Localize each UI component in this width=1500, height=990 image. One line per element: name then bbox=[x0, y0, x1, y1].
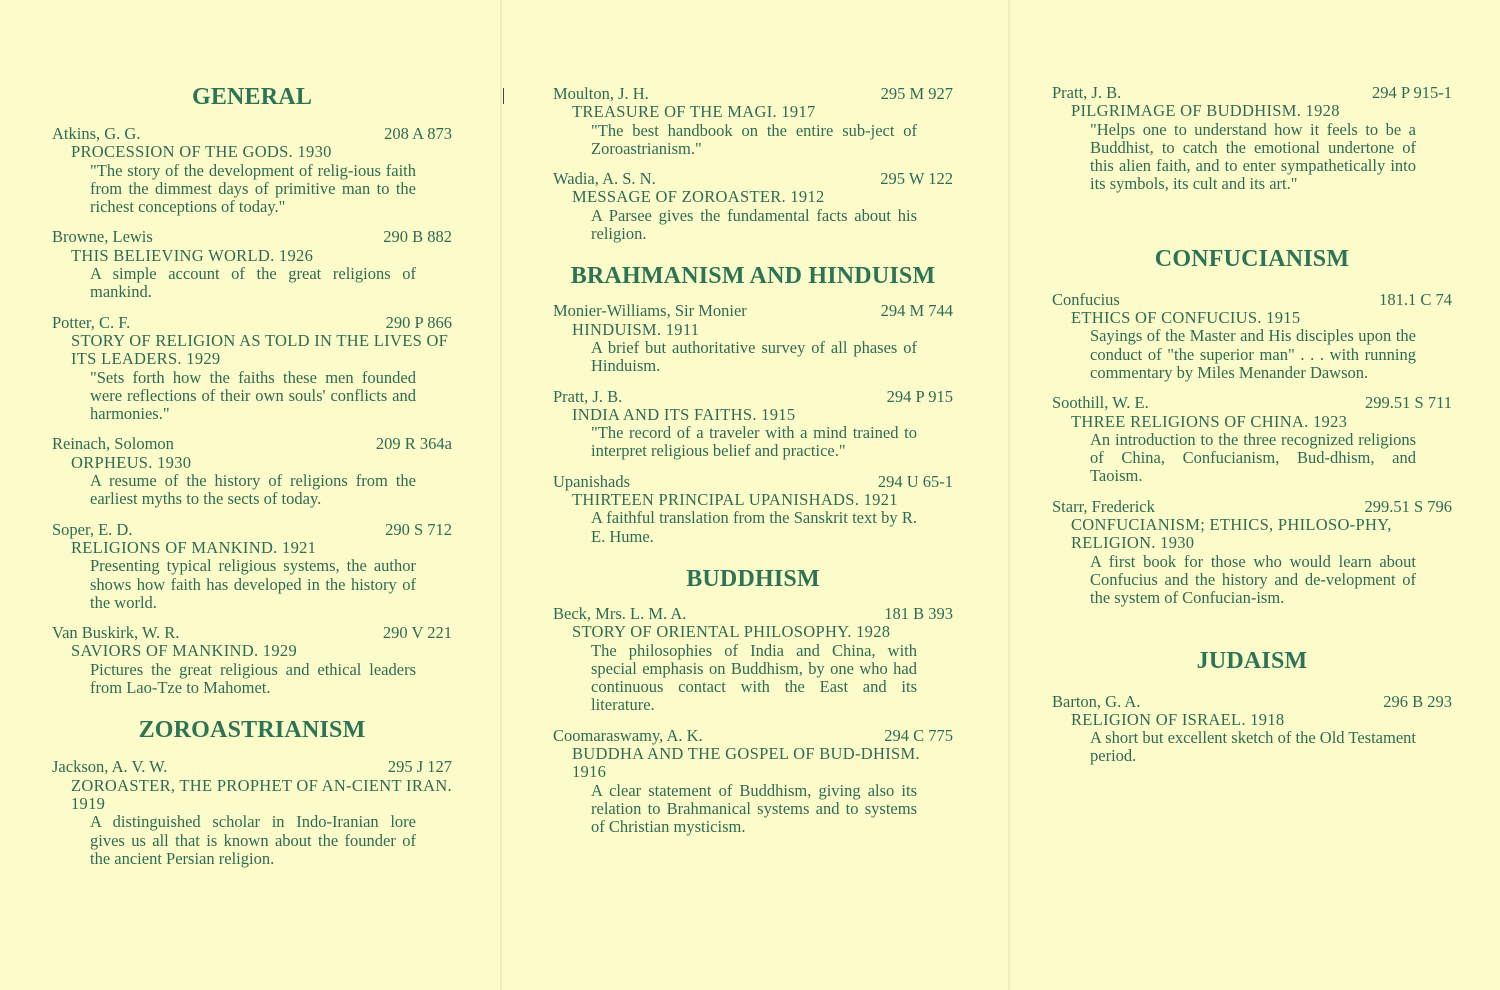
entry-call-number: 181.1 C 74 bbox=[1379, 289, 1452, 309]
entry-author: Pratt, J. B. bbox=[1052, 83, 1122, 102]
entry-author: Beck, Mrs. L. M. A. bbox=[553, 603, 687, 623]
entry-barton bbox=[1052, 693, 1452, 766]
entry-call-number: 290 V 221 bbox=[382, 623, 452, 643]
entry-call-number: 294 M 744 bbox=[880, 301, 953, 321]
entry-title: BUDDHA AND THE GOSPEL OF BUD-DHISM. 1916 bbox=[572, 744, 920, 782]
section-heading-judaism: JUDAISM bbox=[1196, 647, 1308, 674]
entry-pratt-india bbox=[553, 388, 953, 461]
entry-jackson bbox=[52, 758, 452, 868]
entry-description: A clear statement of Buddhism, giving also its relation to Brahmanical systems and to systems of Christian mysticism. bbox=[591, 780, 917, 837]
entry-call-number: 296 B 293 bbox=[1383, 691, 1452, 711]
entry-description: "Sets forth how the faiths these men founded were reflections of their own souls' conflicts and harmonies." bbox=[90, 367, 416, 424]
entry-title: STORY OF RELIGION AS TOLD IN THE LIVES OF ITS LEADERS. 1929 bbox=[71, 330, 449, 369]
entry-description: A brief but authoritative survey of all phases of Hinduism. bbox=[591, 337, 917, 376]
section-heading-general: GENERAL bbox=[191, 84, 313, 110]
entry-description: A short but excellent sketch of the Old Testament period. bbox=[1090, 728, 1416, 766]
entry-soper bbox=[52, 521, 452, 612]
entry-author: Wadia, A. S. N. bbox=[553, 169, 656, 189]
entry-title: SAVIORS OF MANKIND. 1929 bbox=[71, 641, 298, 661]
entry-call-number: 294 C 775 bbox=[884, 725, 953, 745]
entry-description: A simple account of the great religions of mankind. bbox=[90, 264, 416, 302]
entry-author: Barton, G. A. bbox=[1052, 691, 1141, 711]
column-1 bbox=[52, 84, 452, 868]
entry-potter bbox=[52, 314, 452, 424]
entry-browne bbox=[52, 228, 452, 301]
entry-author: Potter, C. F. bbox=[52, 312, 131, 332]
entry-reinach bbox=[52, 435, 452, 508]
entry-call-number: 290 S 712 bbox=[385, 519, 452, 539]
entry-description: A distinguished scholar in Indo-Iranian lore gives us all that is known about the founder of the ancient Persian religion. bbox=[90, 812, 416, 868]
entry-description: "The best handbook on the entire sub-ject of Zoroastrianism." bbox=[591, 120, 917, 158]
entry-description: "Helps one to understand how it feels to be a Buddhist, to catch the emotional undertone of this alien faith, and to enter sympathetically into its symbols, its cult and its art." bbox=[1090, 119, 1416, 194]
entry-title: THREE RELIGIONS OF CHINA. 1923 bbox=[1071, 411, 1348, 431]
entry-starr bbox=[1052, 498, 1452, 608]
entry-call-number: 290 P 866 bbox=[385, 312, 452, 332]
section-heading-zoroastrianism: ZOROASTRIANISM bbox=[138, 717, 366, 744]
entry-author: Upanishads bbox=[553, 471, 630, 491]
entry-author: Atkins, G. G. bbox=[52, 124, 141, 143]
entry-title: RELIGION OF ISRAEL. 1918 bbox=[1071, 709, 1285, 729]
entry-coomaraswamy bbox=[553, 727, 953, 837]
entry-call-number: 294 P 915 bbox=[886, 386, 953, 406]
entry-description: "The story of the development of relig-ious faith from the dimmest days of primitive man to the richest conceptions of today." bbox=[90, 160, 416, 217]
section-heading-brahmanism-hinduism: BRAHMANISM AND HINDUISM bbox=[570, 263, 936, 290]
column-2 bbox=[553, 85, 953, 837]
entry-author: Soper, E. D. bbox=[52, 519, 133, 539]
entry-description: Sayings of the Master and His disciples upon the conduct of "the superior man" . . . with running commentary by Miles Menander Dawson. bbox=[1090, 326, 1416, 382]
entry-description: "The record of a traveler with a mind trained to interpret religious belief and practice." bbox=[591, 423, 917, 461]
fold-line-right bbox=[1008, 0, 1010, 990]
entry-author: Coomaraswamy, A. K. bbox=[553, 725, 703, 745]
entry-monier-williams bbox=[553, 302, 953, 375]
entry-author: Jackson, A. V. W. bbox=[52, 757, 168, 777]
entry-call-number: 294 P 915-1 bbox=[1371, 83, 1452, 102]
entry-call-number: 295 M 927 bbox=[880, 84, 953, 103]
entry-call-number: 294 U 65-1 bbox=[877, 471, 953, 491]
entry-call-number: 209 R 364a bbox=[375, 434, 452, 454]
entry-author: Browne, Lewis bbox=[52, 227, 153, 247]
entry-title: TREASURE OF THE MAGI. 1917 bbox=[572, 102, 816, 122]
fold-mark bbox=[503, 88, 504, 104]
entry-title: THIRTEEN PRINCIPAL UPANISHADS. 1921 bbox=[572, 490, 898, 510]
entry-author: Monier-Williams, Sir Monier bbox=[553, 301, 747, 321]
entry-atkins bbox=[52, 125, 452, 216]
entry-call-number: 290 B 882 bbox=[383, 227, 452, 247]
entry-description: Presenting typical religious systems, the author shows how faith has developed in the history of the world. bbox=[90, 556, 416, 612]
entry-call-number: 295 J 127 bbox=[387, 757, 452, 777]
entry-title: STORY OF ORIENTAL PHILOSOPHY. 1928 bbox=[572, 622, 891, 642]
entry-author: Van Buskirk, W. R. bbox=[52, 623, 180, 643]
entry-title: THIS BELIEVING WORLD. 1926 bbox=[71, 245, 314, 265]
section-heading-buddhism: BUDDHISM bbox=[686, 565, 820, 592]
entry-call-number: 181 B 393 bbox=[884, 603, 953, 623]
entry-title: MESSAGE OF ZOROASTER. 1912 bbox=[572, 187, 825, 207]
section-heading-confucianism: CONFUCIANISM bbox=[1154, 245, 1350, 272]
entry-author: Confucius bbox=[1052, 289, 1120, 309]
entry-title: ORPHEUS. 1930 bbox=[71, 452, 192, 472]
entry-description: A first book for those who would learn about Confucius and the history and de-velopment of the system of Confucian-ism. bbox=[1090, 551, 1416, 608]
entry-title: ETHICS OF CONFUCIUS. 1915 bbox=[1071, 308, 1301, 328]
entry-title: ZOROASTER, THE PROPHET OF AN-CIENT IRAN. 1919 bbox=[71, 775, 452, 813]
entry-author: Starr, Frederick bbox=[1052, 496, 1155, 516]
entry-soothill bbox=[1052, 394, 1452, 485]
entry-description: A faithful translation from the Sanskrit text by R. E. Hume. bbox=[591, 508, 917, 546]
entry-van-buskirk bbox=[52, 624, 452, 697]
column-3 bbox=[1052, 84, 1452, 766]
entry-title: PROCESSION OF THE GODS. 1930 bbox=[71, 142, 332, 162]
entry-call-number: 295 W 122 bbox=[880, 169, 953, 189]
entry-call-number: 299.51 S 711 bbox=[1365, 393, 1452, 413]
entry-title: RELIGIONS OF MANKIND. 1921 bbox=[71, 537, 317, 557]
entry-description: The philosophies of India and China, with special emphasis on Buddhism, by one who had continuous contact with the East and its literature. bbox=[591, 640, 917, 715]
entry-author: Soothill, W. E. bbox=[1052, 393, 1149, 413]
entry-description: A Parsee gives the fundamental facts about his religion. bbox=[591, 205, 917, 244]
fold-line-left bbox=[500, 0, 502, 990]
entry-author: Moulton, J. H. bbox=[553, 84, 649, 103]
entry-wadia bbox=[553, 170, 953, 243]
entry-author: Reinach, Solomon bbox=[52, 434, 174, 454]
entry-beck bbox=[553, 605, 953, 715]
entry-description: Pictures the great religious and ethical leaders from Lao-Tze to Mahomet. bbox=[90, 659, 416, 698]
entry-pratt-pilgrimage bbox=[1052, 84, 1452, 194]
entry-upanishads bbox=[553, 473, 953, 546]
entry-description: A resume of the history of religions from the earliest myths to the sects of today. bbox=[90, 471, 416, 509]
entry-description: An introduction to the three recognized religions of China, Confucianism, Bud-dhism, and Taoism. bbox=[1090, 429, 1416, 486]
entry-title: HINDUISM. 1911 bbox=[572, 319, 700, 339]
entry-call-number: 299.51 S 796 bbox=[1364, 496, 1452, 516]
entry-title: CONFUCIANISM; ETHICS, PHILOSO-PHY, RELIGION. 1930 bbox=[1071, 515, 1392, 553]
entry-title: INDIA AND ITS FAITHS. 1915 bbox=[572, 404, 796, 424]
entry-author: Pratt, J. B. bbox=[553, 386, 623, 406]
entry-moulton bbox=[553, 85, 953, 158]
entry-call-number: 208 A 873 bbox=[384, 124, 452, 143]
entry-confucius bbox=[1052, 291, 1452, 382]
entry-title: PILGRIMAGE OF BUDDHISM. 1928 bbox=[1071, 101, 1340, 121]
